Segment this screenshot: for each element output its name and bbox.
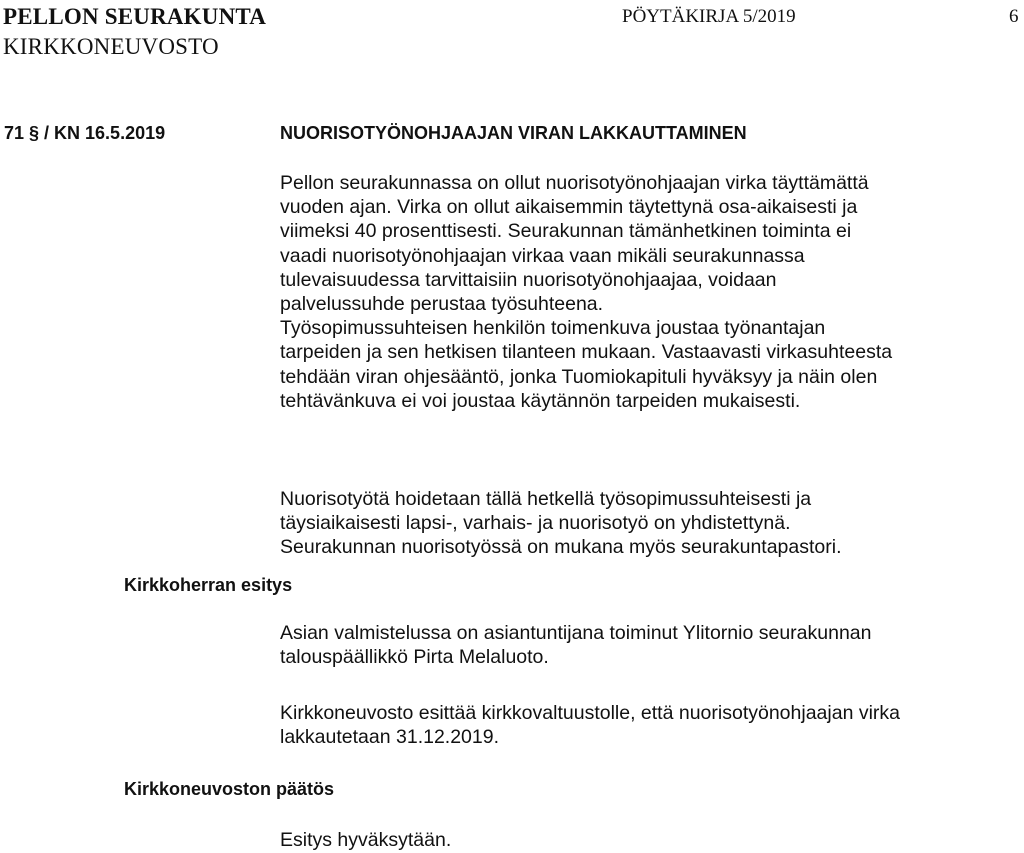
intro-paragraph bbox=[280, 171, 892, 413]
paragraph-line: Nuorisotyötä hoidetaan tällä hetkellä työsopimussuhteisesti ja bbox=[280, 488, 812, 510]
paragraph-line: Pellon seurakunnassa on ollut nuorisotyönohjaajan virka täyttämättä bbox=[280, 172, 869, 194]
paragraph-line: vaadi nuorisotyönohjaajan virkaa vaan mikäli seurakunnassa bbox=[280, 244, 805, 267]
paragraph-line: Seurakunnan nuorisotyössä on mukana myös seurakuntapastori. bbox=[280, 536, 842, 559]
decision-text: Esitys hyväksytään. bbox=[280, 829, 452, 851]
organization-name: PELLON SEURAKUNTA bbox=[3, 4, 267, 29]
paragraph-line: palvelussuhde perustaa työsuhteena. bbox=[280, 293, 604, 316]
section-identifier: 71 § / KN 16.5.2019 bbox=[4, 123, 166, 143]
paragraph-line: viimeksi 40 prosenttisesti. Seurakunnan tämänhetkinen toiminta ei bbox=[280, 220, 852, 243]
paragraph-line: lakkautetaan 31.12.2019. bbox=[280, 726, 500, 749]
paragraph-line: talouspäällikkö Pirta Melaluoto. bbox=[280, 646, 549, 669]
section-title: NUORISOTYÖNOHJAAJAN VIRAN LAKKAUTTAMINEN bbox=[280, 123, 747, 143]
motion-paragraph bbox=[280, 701, 900, 749]
organization-unit: KIRKKONEUVOSTO bbox=[3, 34, 219, 59]
paragraph-line: tarpeiden ja sen hetkisen tilanteen mukaan. Vastaavasti virkasuhteesta bbox=[280, 341, 893, 364]
decision-label: Kirkkoneuvoston päätös bbox=[124, 779, 335, 799]
paragraph-line: vuoden ajan. Virka on ollut aikaisemmin täytettynä osa-aikaisesti ja bbox=[280, 196, 858, 219]
paragraph-line: Kirkkoneuvosto esittää kirkkovaltuustolle, että nuorisotyönohjaajan virka bbox=[280, 702, 901, 724]
paragraph-line: tehtävänkuva ei voi joustaa käytännön tarpeiden mukaisesti. bbox=[280, 389, 801, 412]
page-number: 6 bbox=[1009, 6, 1019, 27]
current-situation-paragraph bbox=[280, 487, 842, 560]
document-type: PÖYTÄKIRJA 5/2019 bbox=[622, 6, 796, 27]
paragraph-line: tehdään viran ohjesääntö, jonka Tuomiokapituli hyväksyy ja näin olen bbox=[280, 365, 878, 388]
expert-paragraph bbox=[280, 621, 871, 669]
paragraph-line: Asian valmistelussa on asiantuntijana toiminut Ylitornio seurakunnan bbox=[280, 622, 872, 644]
paragraph-line: täysiaikaisesti lapsi-, varhais- ja nuorisotyö on yhdistettynä. bbox=[280, 512, 791, 535]
proposal-label: Kirkkoherran esitys bbox=[124, 575, 293, 595]
paragraph-line: tulevaisuudessa tarvittaisiin nuorisotyönohjaajaa, voidaan bbox=[280, 268, 777, 291]
paragraph-line: Työsopimussuhteisen henkilön toimenkuva joustaa työnantajan bbox=[280, 317, 826, 340]
